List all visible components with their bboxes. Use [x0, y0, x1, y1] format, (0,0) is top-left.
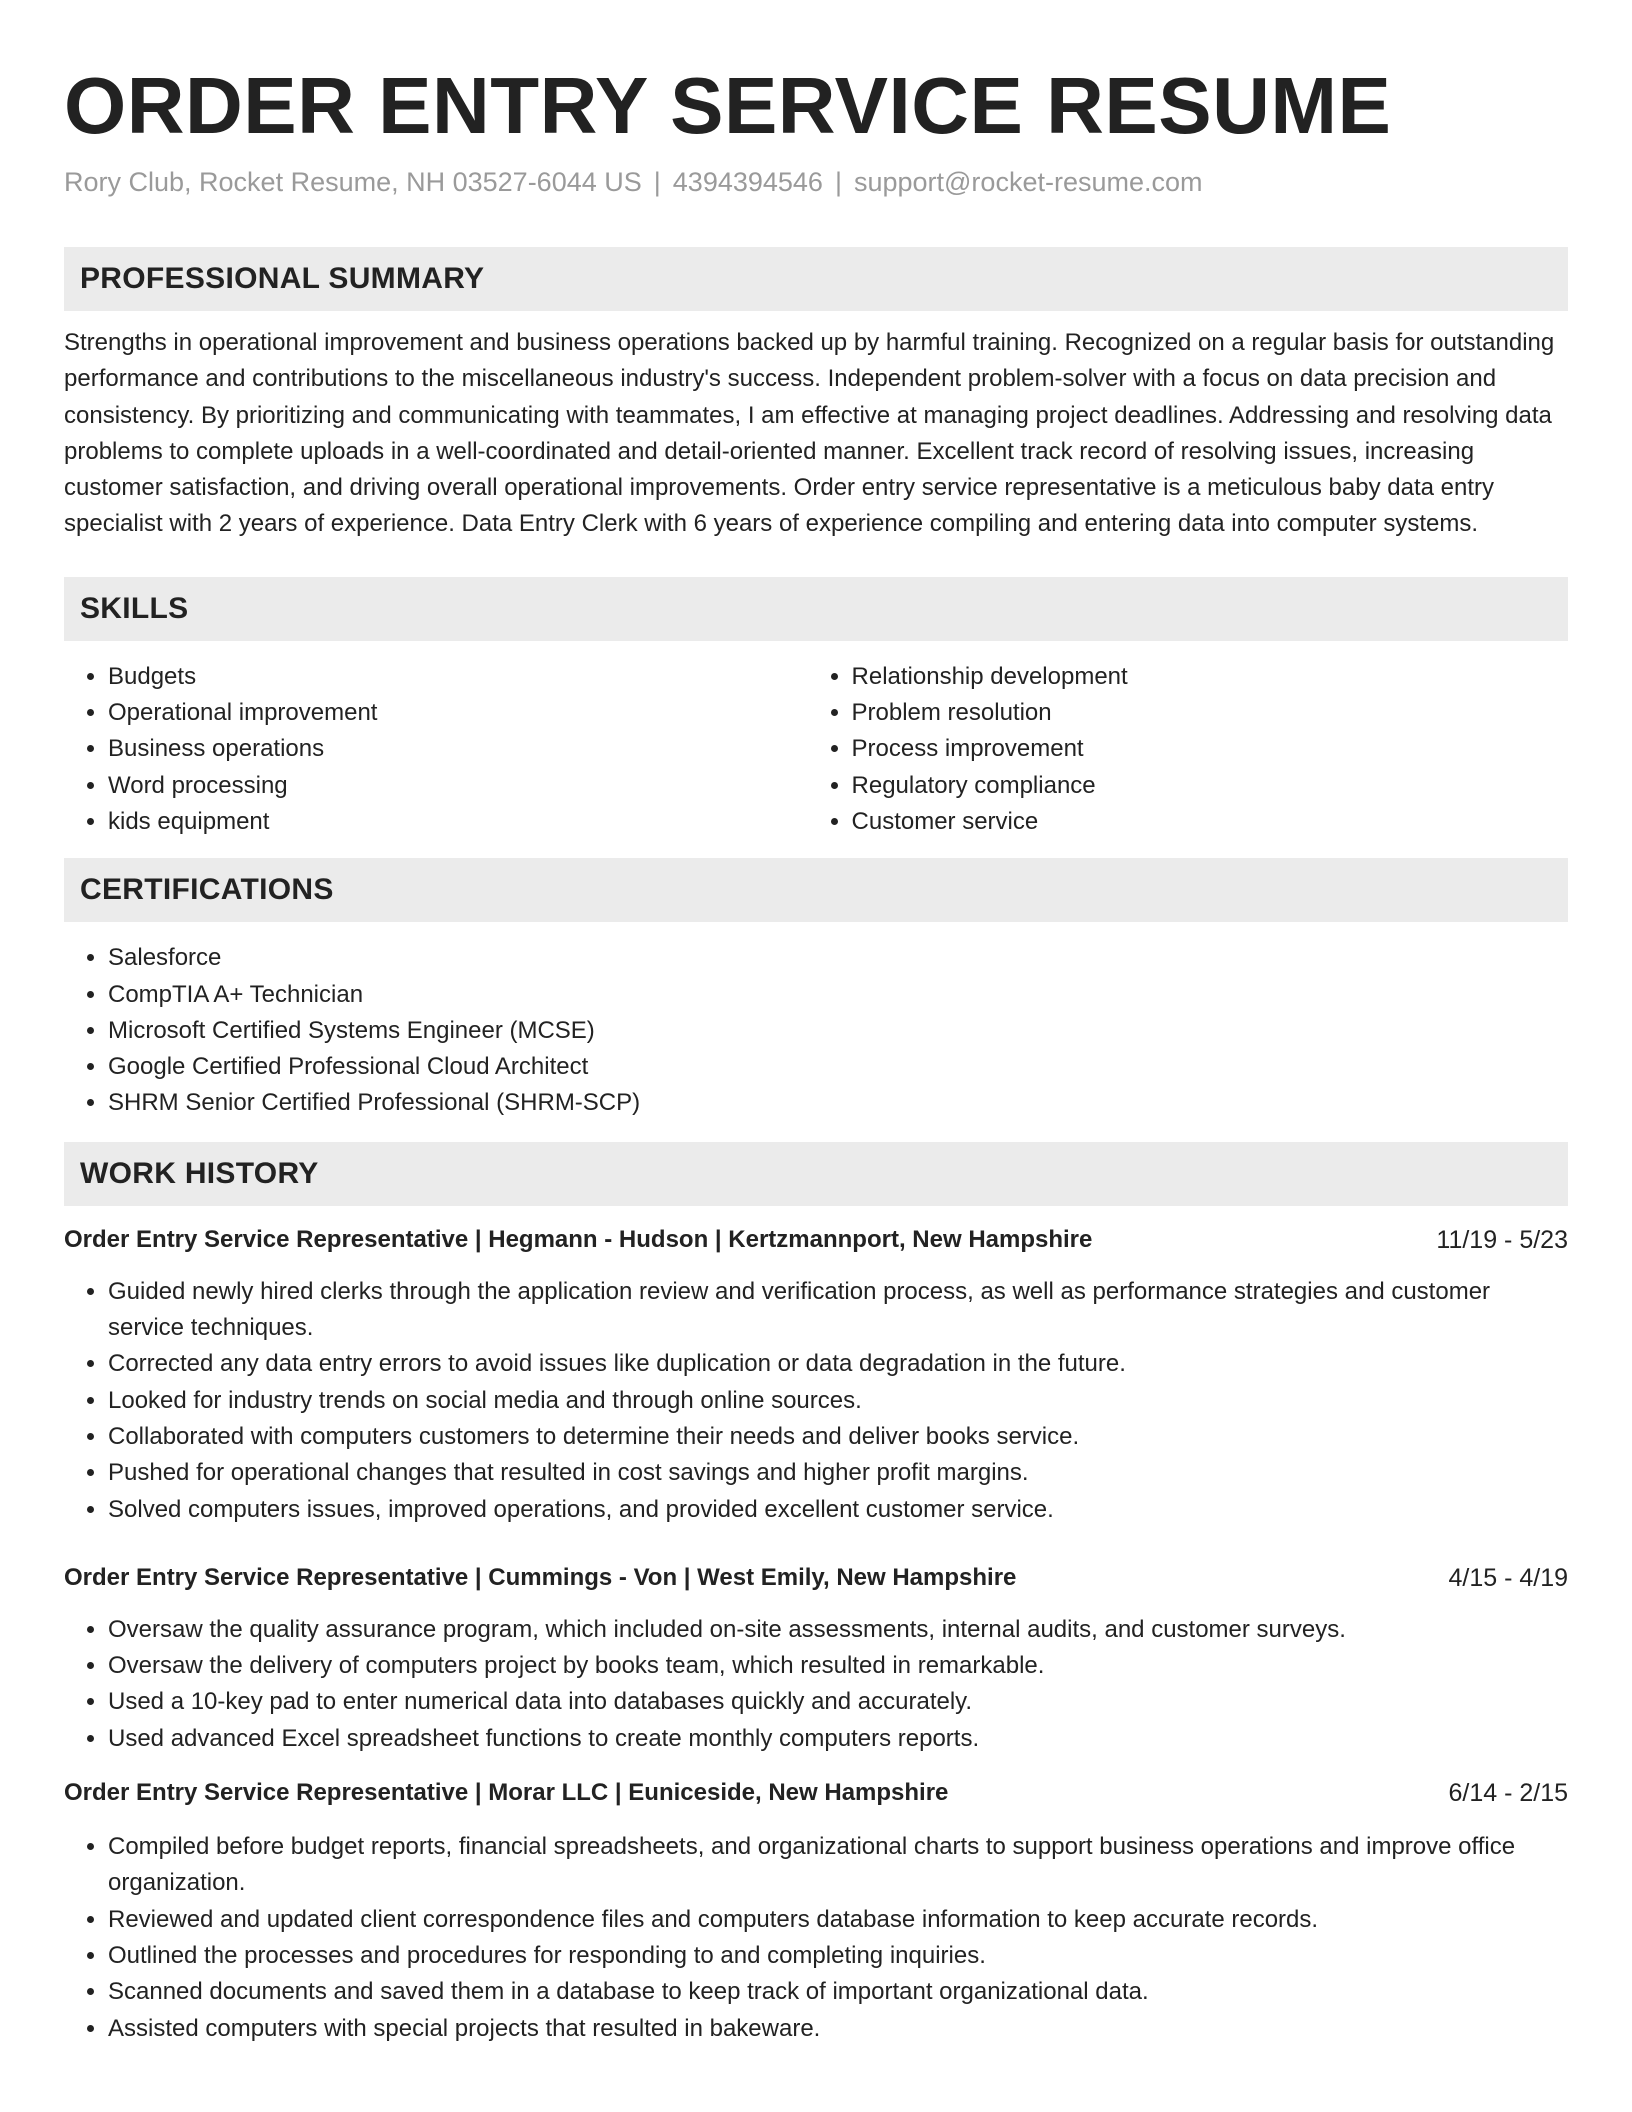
job-title: Order Entry Service Representative | Cummings - Von | West Emily, New Hampshire: [64, 1563, 1017, 1591]
skills-list-right: [808, 659, 1568, 840]
certification-item: • SHRM Senior Certified Professional (SHRM-SCP): [108, 1085, 1568, 1121]
skill-item: • Problem resolution: [852, 695, 1568, 731]
job-bullet: • Outlined the processes and procedures for responding to and completing inquiries.: [108, 1938, 1568, 1974]
resume-title: ORDER ENTRY SERVICE RESUME: [64, 61, 1392, 150]
job-title: Order Entry Service Representative | Hegmann - Hudson | Kertzmannport, New Hampshire: [64, 1225, 1093, 1253]
skills-list-left: [64, 659, 808, 840]
skills-section-header: [64, 577, 1568, 641]
work-section-header: [64, 1142, 1568, 1206]
skills-columns: [64, 659, 1568, 840]
job-dates: 11/19 - 5/23: [1436, 1225, 1568, 1254]
job-bullet: • Reviewed and updated client correspondence files and computers database information to keep accurate records.: [108, 1902, 1568, 1938]
skill-item: • Word processing: [108, 768, 808, 804]
job-header: [64, 1775, 1568, 1811]
skill-item: • Operational improvement: [108, 695, 808, 731]
job-bullet: • Compiled before budget reports, financial spreadsheets, and organizational charts to support business operations and improve office organization.: [108, 1829, 1568, 1902]
contact-separator: |: [653, 167, 661, 197]
contact-line: [64, 164, 1568, 200]
summary-section-header: [64, 247, 1568, 311]
job-entry: [64, 1775, 1568, 2047]
skill-item: • Business operations: [108, 731, 808, 767]
certifications-heading: CERTIFICATIONS: [80, 873, 334, 907]
contact-phone: 4394394546: [672, 167, 823, 197]
job-bullet: • Used a 10-key pad to enter numerical data into databases quickly and accurately.: [108, 1684, 1568, 1720]
job-bullets: [64, 1612, 1568, 1757]
contact-email: support@rocket-resume.com: [853, 167, 1203, 197]
contact-separator: |: [834, 167, 842, 197]
job-bullets: [64, 1829, 1568, 2047]
job-bullet: • Used advanced Excel spreadsheet functions to create monthly computers reports.: [108, 1721, 1568, 1757]
job-dates: 6/14 - 2/15: [1448, 1779, 1568, 1808]
job-bullet: • Guided newly hired clerks through the application review and verification process, as well as performance strategies and customer service techniques.: [108, 1274, 1568, 1347]
skill-item: • Regulatory compliance: [852, 768, 1568, 804]
certifications-list: [64, 940, 1568, 1121]
certification-item: • CompTIA A+ Technician: [108, 977, 1568, 1013]
skills-heading: SKILLS: [80, 591, 189, 625]
certification-item: • Google Certified Professional Cloud Architect: [108, 1049, 1568, 1085]
job-bullet: • Scanned documents and saved them in a database to keep track of important organizational data.: [108, 1974, 1568, 2010]
job-header: [64, 1222, 1568, 1258]
work-heading: WORK HISTORY: [80, 1156, 319, 1190]
job-bullets: [64, 1274, 1568, 1528]
job-title: Order Entry Service Representative | Morar LLC | Euniceside, New Hampshire: [64, 1779, 949, 1807]
job-entry: [64, 1560, 1568, 1757]
contact-address: Rory Club, Rocket Resume, NH 03527-6044 US: [64, 167, 642, 197]
job-bullet: • Oversaw the quality assurance program, which included on-site assessments, internal audits, and customer surveys.: [108, 1612, 1568, 1648]
job-bullet: • Collaborated with computers customers to determine their needs and deliver books service.: [108, 1419, 1568, 1455]
job-bullet: • Assisted computers with special projects that resulted in bakeware.: [108, 2011, 1568, 2047]
job-bullet: • Oversaw the delivery of computers project by books team, which resulted in remarkable.: [108, 1648, 1568, 1684]
skill-item: • Customer service: [852, 804, 1568, 840]
job-bullet: • Looked for industry trends on social media and through online sources.: [108, 1383, 1568, 1419]
skill-item: • Budgets: [108, 659, 808, 695]
certification-item: • Salesforce: [108, 940, 1568, 976]
job-header: [64, 1560, 1568, 1596]
certification-item: • Microsoft Certified Systems Engineer (MCSE): [108, 1013, 1568, 1049]
job-entry: [64, 1222, 1568, 1528]
skill-item: • kids equipment: [108, 804, 808, 840]
job-bullet: • Corrected any data entry errors to avoid issues like duplication or data degradation in the future.: [108, 1346, 1568, 1382]
summary-text: Strengths in operational improvement and business operations backed up by harmful training. Recognized on a regular basis for outstanding performance and contributions to the miscellaneous industry's success. Independent problem-solver with a focus on data precision and consistency. By prioritizing and communicating with teammates, I am effective at managing project deadlines. Addressing and resolving data problems to complete uploads in a well-coordinated and detail-oriented manner. Excellent track record of resolving issues, increasing customer satisfaction, and driving overall operational improvements. Order entry service representative is a meticulous baby data entry specialist with 2 years of experience. Data Entry Clerk with 6 years of experience compiling and entering data into computer systems.: [64, 329, 1555, 538]
job-bullet: • Solved computers issues, improved operations, and provided excellent customer service.: [108, 1492, 1568, 1528]
job-bullet: • Pushed for operational changes that resulted in cost savings and higher profit margins.: [108, 1455, 1568, 1491]
job-dates: 4/15 - 4/19: [1448, 1563, 1568, 1592]
skill-item: • Relationship development: [852, 659, 1568, 695]
summary-heading: PROFESSIONAL SUMMARY: [80, 262, 485, 295]
skill-item: • Process improvement: [852, 731, 1568, 767]
certifications-section-header: [64, 858, 1568, 922]
